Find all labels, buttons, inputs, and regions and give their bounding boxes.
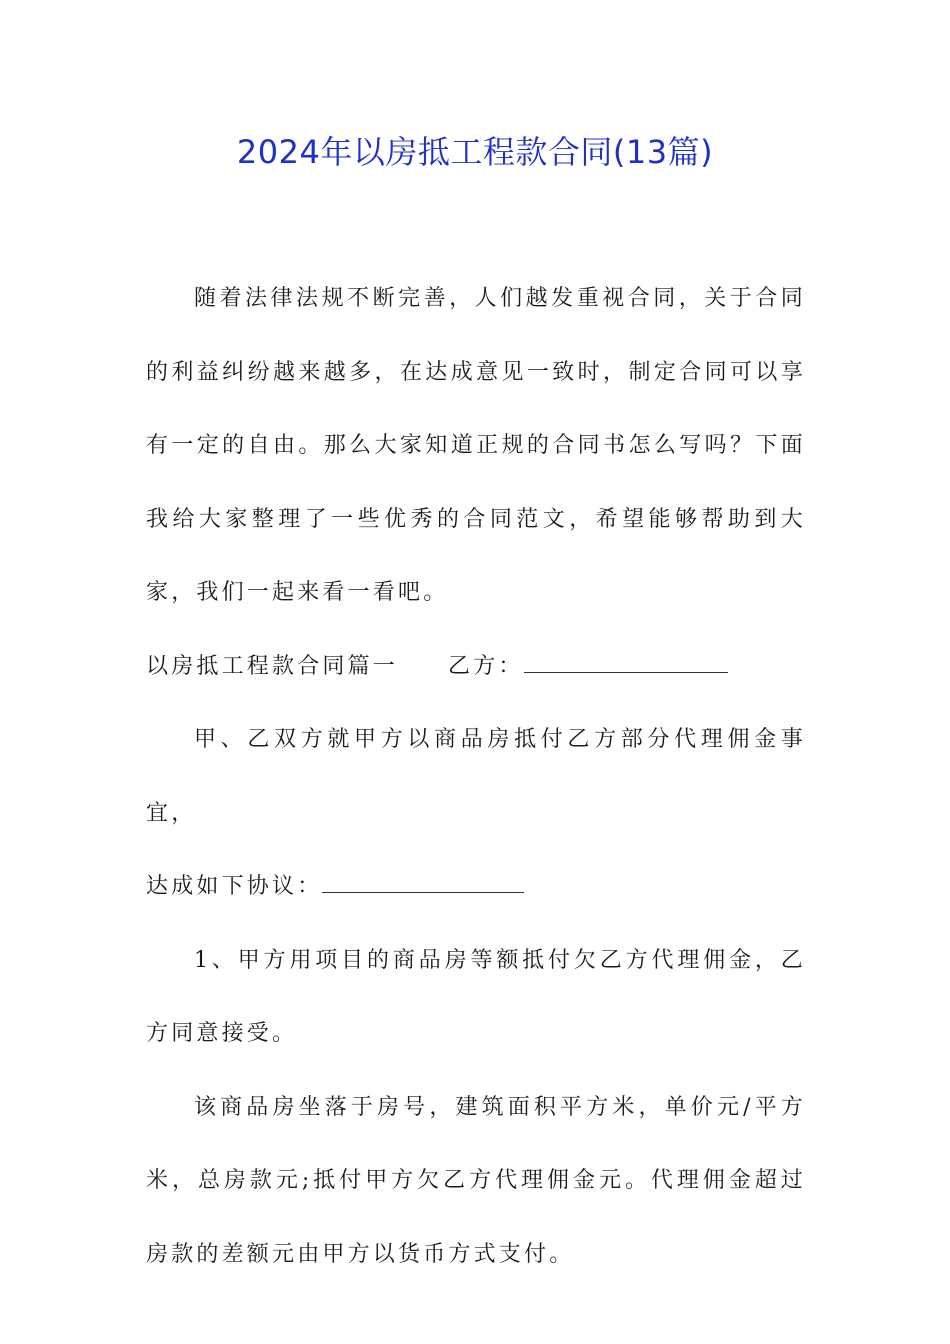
agreement-intro-line2: 达成如下协议： [146,874,323,899]
party-b-label: 乙方： [448,653,524,679]
intro-paragraph: 随着法律法规不断完善，人们越发重视合同，关于合同的利益纠纷越来越多，在达成意见一致时，制定合同可以享有一定的自由。那么大家知道正规的合同书怎么写吗？下面我给大家整理了一些优秀的合同范文，希望能够帮助到大家，我们一起来看一看吧。 [146,286,806,605]
agreement-intro-line1: 甲、乙双方就甲方以商品房抵付乙方部分代理佣金事宜， [146,727,806,826]
property-details: 该商品房坐落于房号，建筑面积平方米，单价元/平方米，总房款元;抵付甲方欠乙方代理佣金元。代理佣金超过房款的差额元由甲方以货币方式支付。 [146,1094,806,1267]
section-heading-line [146,630,806,704]
document-title: 2024年以房抵工程款合同(13篇) [236,133,714,171]
section-heading: 以房抵工程款合同篇一 [146,653,399,679]
agreement-intro-line2-row [146,850,806,924]
clause-1: 1、甲方用项目的商品房等额抵付欠乙方代理佣金，乙方同意接受。 [146,947,806,1046]
agreement-blank[interactable] [322,866,524,893]
party-b-blank[interactable] [524,646,728,673]
document-body [146,262,806,1291]
